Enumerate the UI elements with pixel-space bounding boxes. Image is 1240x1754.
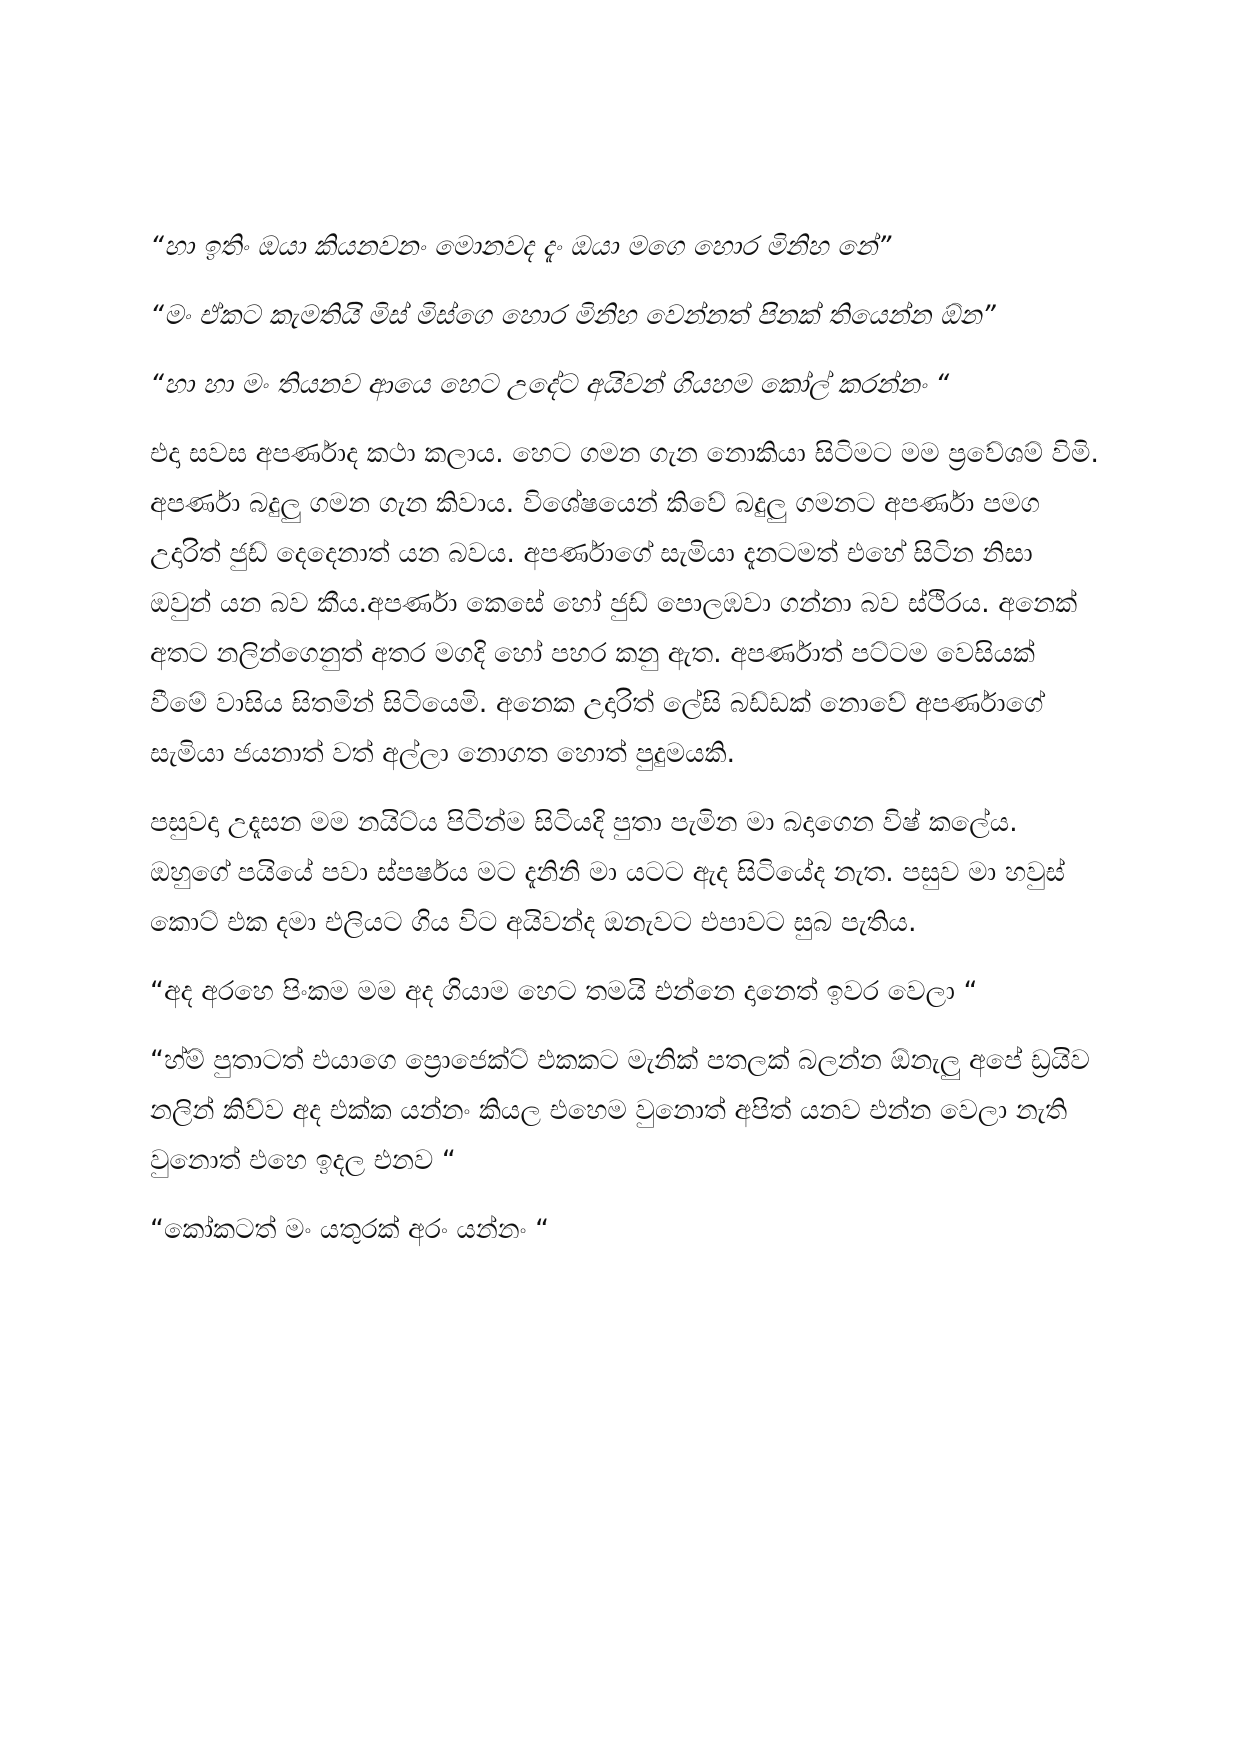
document-body	[150, 222, 1100, 1274]
dialogue-paragraph-4: “අද අරහෙ පිංකම මම අද ගියාම හෙට තමයි එන්නෙ දානෙත් ඉවර වෙලා “	[150, 976, 978, 1007]
dialogue-paragraph-5: “හ්ම් පුතාටත් එයාගෙ ප්‍රොජෙක්ට් එකකට මැනික් පතලක් බලන්න ඕනැලු අපේ ඩ්‍රයිව නලින් කිව්ව අද එක්ක යන්නං කියල එහෙම වුනොත් අපිත් යනව එන්න වෙලා නැති වුනොත් එහෙ ඉදල එනව “	[150, 1045, 1090, 1176]
dialogue-paragraph-3: “හා හා මං තියනව ආයෙ හෙට උදේට අයිවන් ගියහම කෝල් කරන්නං “	[150, 369, 950, 400]
narrative-paragraph-2: පසුවදා උදෑසන මම නයිට්ය පිටින්ම සිටියදි පුතා පැමින මා බදාගෙන විෂ් කලේය. ඔහුගේ පයියේ පවා ස්පර්ෂය මට දැනිනි මා යටට ඇද සිටියේද නැත. පසුව මා හවුස් කොට් එක දමා එලියට ගිය විට අයිවන්ද ඔනැවට එපාවට සුබ පැතිය.	[150, 807, 1065, 938]
narrative-paragraph-1: එදා සවස අපර්ණාද කථා කලාය. හෙට ගමන ගැන නොකියා සිටිමට මම ප්‍රවේශම් විමි. අපර්ණා බදුලු ගමන ගැන කිවාය. විශේෂයෙන් කිවේ බදුලු ගමනට අපර්ණා පමග උදාරිත් ජුඩ් දෙදෙනාත් යන බවය. අපර්ණාගේ සැමියා දැනටමත් එහේ සිටින නිසා ඔවුන් යන බව කීය.අපර්ණා කෙසේ හෝ ජුඩ් පොලඹවා ගන්නා බව ස්ථිරය. අනෙක් අතට නලින්ගෙනුත් අතර මගදි හෝ පහර කනු ඇත. අපර්ණාත් පට්ටම වෙසියක් වීමේ වාසිය සිතමින් සිටියෙමි. අනෙක උදාරිත් ලේසි බඩ්ඩක් නොවේ අපර්ණාගේ සැමියා ජයනාත් වත් අල්ලා නොගත හොත් පුදුමයකි.	[150, 438, 1099, 769]
dialogue-paragraph-6: “කෝකටත් මං යතුරක් අරං යන්නං “	[150, 1214, 550, 1245]
dialogue-paragraph-1: “හා ඉතිං ඔයා කියනවනං මොනවද දැං ඔයා මගෙ හොර මිනිහ නේ”	[150, 231, 892, 262]
dialogue-paragraph-2: “මං ඒකට කැමතියි මිස් මිස්ගෙ හොර මිනිහ වෙන්නත් පිනක් තියෙන්න ඕන”	[150, 300, 996, 331]
